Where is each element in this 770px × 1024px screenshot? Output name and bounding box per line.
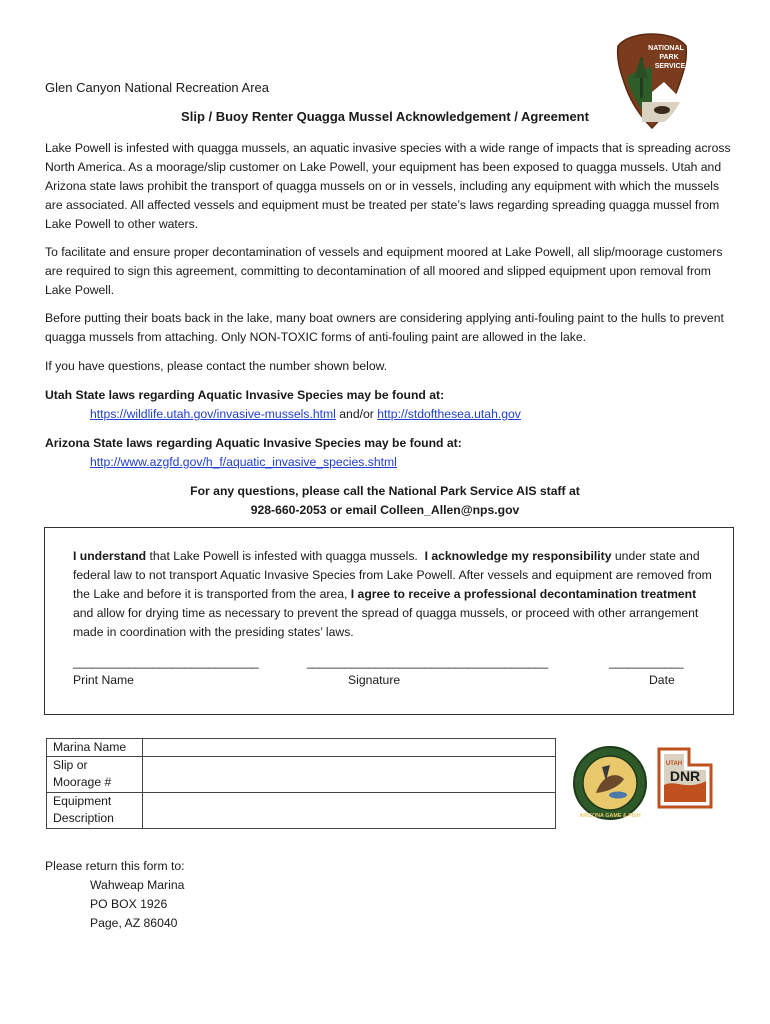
utah-stdofthesea-link[interactable]: http://stdofthesea.utah.gov (377, 407, 521, 421)
intro-paragraph: Lake Powell is infested with quagga mussels, an aquatic invasive species with a wide range of impacts that is spreading across North America. As a moorage/slip customer on Lake Powell, your equipment has been exposed to quagga mussels. Utah and Arizona state laws prohibit the transport of quagga mussels on or in vessels, including any equipment with which the mussels are associated. All affected vessels and equipment must be treated per state’s laws regarding spreading quagga mussel from Lake Powell to other waters. (45, 141, 731, 231)
agreement-text (73, 547, 713, 642)
nps-logo-line3: SERVICE (654, 63, 686, 70)
questions-paragraph: If you have questions, please contact the number shown below. (45, 359, 388, 373)
print-name-line[interactable]: ______________________________ (73, 655, 259, 669)
arizona-game-fish-logo (572, 745, 648, 821)
nps-logo-line2: PARK (659, 54, 679, 61)
agreement-box (44, 527, 734, 715)
decontamination-paragraph: To facilitate and ensure proper decontamination of vessels and equipment moored at Lake Powell, all slip/moorage customers are required to sign this agreement, committing to decontamination of all moored and slipped equipment upon removal from Lake Powell. (45, 245, 723, 297)
marina-name-field[interactable] (143, 739, 556, 757)
agreement-acknowledge: I acknowledge my responsibility (424, 549, 612, 563)
table-row (47, 757, 556, 793)
utah-dnr-logo (655, 745, 715, 811)
agreement-text-3: and allow for drying time as necessary to prevent the spread of quagga mussels, or proceed with other arrangement made in coordination with the presiding states’ laws. (73, 606, 699, 639)
agreement-text-1: that Lake Powell is infested with quagga mussels. (146, 549, 425, 563)
antifouling-paragraph: Before putting their boats back in the lake, many boat owners are considering applying anti-fouling paint to the hulls to prevent quagga mussels from attaching. Only NON-TOXIC forms of anti-fouling paint are allowed in the lake. (45, 311, 724, 344)
page-title: Slip / Buoy Renter Quagga Mussel Acknowledgement / Agreement (181, 109, 589, 124)
date-line[interactable]: ____________ (609, 655, 684, 669)
print-name-label: Print Name (73, 673, 134, 687)
marina-name-label: Marina Name (47, 739, 143, 757)
utah-laws-heading: Utah State laws regarding Aquatic Invasive Species may be found at: (45, 388, 445, 402)
info-table (46, 738, 556, 829)
return-heading: Please return this form to: (45, 859, 185, 873)
return-line-1: Wahweap Marina (90, 878, 185, 892)
utah-logo-text: UTAH (665, 761, 683, 767)
table-row (47, 793, 556, 829)
nps-logo-line1: NATIONAL (648, 45, 684, 52)
return-line-3: Page, AZ 86040 (90, 916, 178, 930)
arizona-laws-heading: Arizona State laws regarding Aquatic Invasive Species may be found at: (45, 436, 462, 450)
utah-mussels-link[interactable]: https://wildlife.utah.gov/invasive-mussels.html (90, 407, 336, 421)
utah-links-line (90, 405, 521, 424)
slip-moorage-label: Slip or Moorage # (47, 757, 143, 793)
arizona-ais-link[interactable]: http://www.azgfd.gov/h_f/aquatic_invasive_species.shtml (90, 455, 397, 469)
signature-line[interactable]: _______________________________________ (307, 655, 548, 669)
slip-moorage-field[interactable] (143, 757, 556, 793)
table-row (47, 739, 556, 757)
arizona-links-line (90, 453, 397, 472)
agreement-understand: I understand (73, 549, 147, 563)
return-line-2: PO BOX 1926 (90, 897, 168, 911)
agreement-agree: I agree to receive a professional decontamination treatment (350, 587, 697, 601)
equipment-description-field[interactable] (143, 793, 556, 829)
equipment-description-label: Equipment Description (47, 793, 143, 829)
contact-line-2: 928-660-2053 or email Colleen_Allen@nps.gov (250, 503, 520, 517)
az-logo-text: ARIZONA GAME & FISH (579, 813, 641, 819)
signature-label: Signature (348, 673, 401, 687)
date-label: Date (649, 673, 675, 687)
agreement-text-2: under state and federal law to not transport Aquatic Invasive Species from Lake Powell. After vessels and equipment are removed from the Lake and before it is transported from the area, (73, 549, 712, 601)
contact-line-1: For any questions, please call the National Park Service AIS staff at (190, 484, 580, 498)
organization-name: Glen Canyon National Recreation Area (45, 80, 270, 95)
utah-links-conjunction: and/or (335, 407, 378, 421)
dnr-logo-text: DNR (669, 768, 701, 784)
